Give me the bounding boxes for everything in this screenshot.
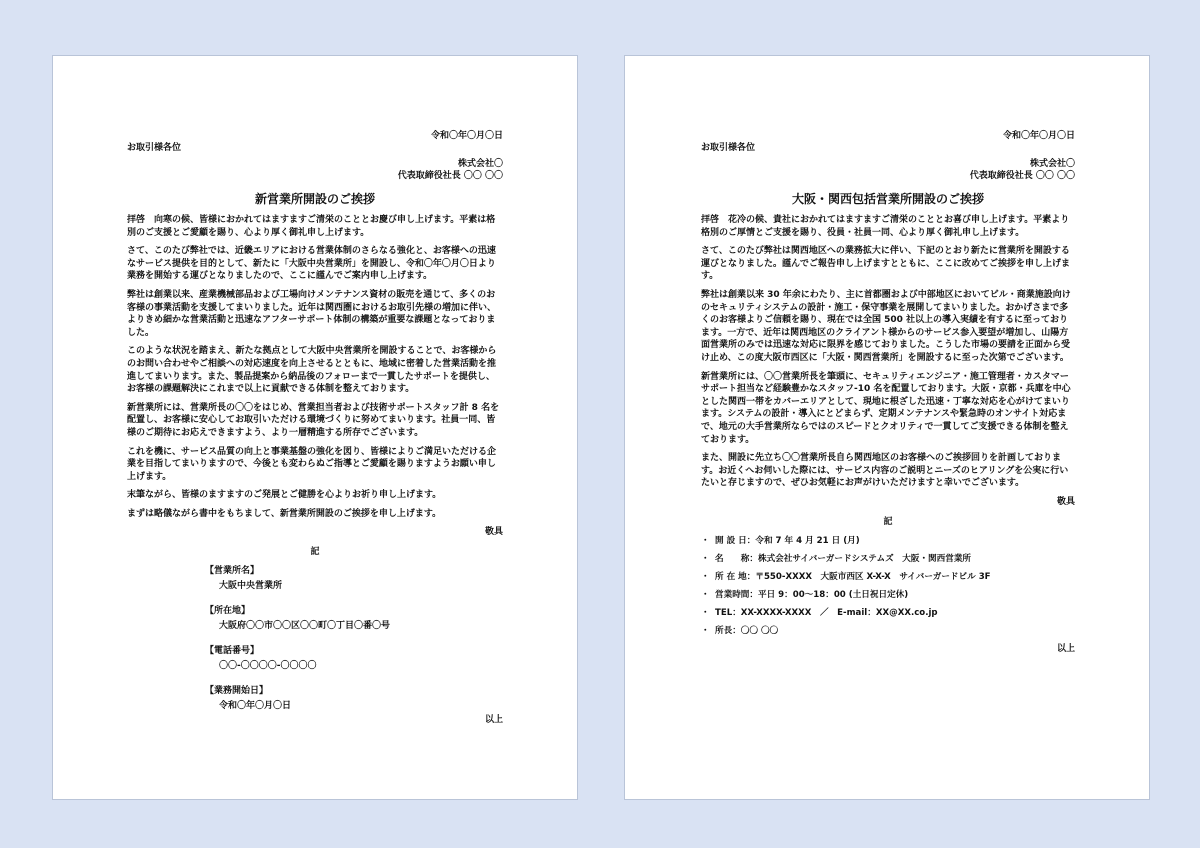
info-label: 【業務開始日】: [205, 686, 269, 697]
detail-item: ・ 所長：〇〇 〇〇: [701, 625, 779, 636]
representative: 代表取締役社長 〇〇 〇〇: [397, 171, 503, 181]
detail-item: ・ TEL：XX-XXXX-XXXX ／ E-mail：XX@XX.co.jp: [701, 607, 938, 618]
document-title: 大阪・関西包括営業所開設のご挨拶: [791, 192, 984, 206]
bullet: ・: [701, 535, 710, 546]
paragraph: 拝啓 花冷の候、貴社におかれてはますますご清栄のこととお喜び申し上げます。平素より格別のご厚情とご支援を賜り、役員・社員一同、心より厚く御礼申し上げます。: [701, 215, 1070, 238]
detail-item: ・ 営業時間：平日 9：00～18：00 (土日祝日定休): [701, 589, 909, 600]
company-name: 株式会社〇: [1029, 159, 1075, 169]
recipient: お取引様各位: [701, 143, 756, 153]
paragraph: さて、このたび弊社では、近畿エリアにおける営業体制のさらなる強化と、お客様への迅速なサービス提供を目的として、新たに「大阪中央営業所」を開設し、令和〇年〇月〇日より業務を開始する運びとなりましたので、ここに謹んでご案内申し上げます。: [127, 246, 496, 282]
closing-keigu: 敬具: [1056, 496, 1075, 507]
info-value: 大阪府〇〇市〇〇区〇〇町〇丁目〇番〇号: [219, 621, 391, 632]
detail-item: ・ 所 在 地：〒550-XXXX 大阪市西区 X-X-X サイバーガードビル 3F: [701, 571, 991, 582]
info-label: 【営業所名】: [205, 566, 260, 577]
paragraph: 拝啓 向寒の候、皆様におかれてはますますご清栄のこととお慶び申し上げます。平素は格別のご支援とご愛顧を賜り、心より厚く御礼申し上げます。: [127, 215, 496, 238]
bullet: ・: [701, 571, 710, 582]
document-date: 令和〇年〇月〇日: [1002, 131, 1075, 141]
paragraph: 新営業所には、営業所長の〇〇をはじめ、営業担当者および技術サポートスタッフ計 8 名を配置し、お客様に安心してお取引いただける環境づくりに努めてまいります。社員一同、皆様のご期待にお応えできますよう、より一層精進する所存でございます。: [127, 402, 500, 438]
paragraph: さて、このたび弊社は関西地区への業務拡大に伴い、下記のとおり新たに営業所を開設する運びとなりました。謹んでご報告申し上げますとともに、ここに改めてご挨拶を申し上げます。: [701, 246, 1071, 282]
closing-keigu: 敬具: [484, 527, 503, 538]
paragraph: 弊社は創業以来 30 年余にわたり、主に首都圏および中部地区においてビル・商業施設向けのセキュリティシステムの設計・施工・保守事業を展開してまいりました。おかげさまで多くのお客様よりご信頼を賜り、現在では全国 500 社以上の導入実績を有するに至っております。一方で、近年は関西地区のクライアント様からのサービス参入要望が増加し、山陽方面営業所のみでは迅速な対応に限界を感じておりました。こうした市場の要請を正面から受け止め、この度大阪市西区に「大阪・関西営業所」を開設するに至った次第でございます。: [701, 289, 1071, 363]
paragraph: また、開設に先立ち〇〇営業所長自ら関西地区のお客様へのご挨拶回りを計画しております。お近くへお伺いした際には、サービス内容のご説明とニーズのヒアリングを公実に行いたいと存じますので、ぜひお気軽にお声がけいただけますと幸いでございます。: [701, 453, 1069, 489]
detail-item: ・ 開 設 日：令和 7 年 4 月 21 日 (月): [701, 535, 860, 546]
info-value: 大阪中央営業所: [219, 581, 283, 592]
bullet: ・: [701, 553, 710, 564]
bullet: ・: [701, 589, 710, 600]
info-value: 〇〇-〇〇〇〇-〇〇〇〇: [219, 661, 317, 672]
document-page-left: [52, 55, 578, 800]
recipient: お取引様各位: [127, 143, 182, 153]
ending-ijou: 以上: [1056, 643, 1075, 654]
detail-item: ・ 名 称：株式会社サイバーガードシステムズ 大阪・関西営業所: [701, 553, 972, 564]
company-name: 株式会社〇: [457, 159, 503, 169]
bullet: ・: [701, 607, 710, 618]
paragraph: このような状況を踏まえ、新たな拠点として大阪中央営業所を開設することで、お客様からのお問い合わせやご相談への対応速度を向上させるとともに、地域に密着した営業活動を推進してまいります。また、製品提案から納品後のフォローまで一貫したサポートを提供し、お客様の課題解決にこれまで以上に貢献できる体制を整えております。: [127, 346, 497, 395]
paragraph: 新営業所には、〇〇営業所長を筆頭に、セキュリティエンジニア・施工管理者・カスタマーサポート担当など経験豊かなスタッフ-10 名を配置しております。大阪・京都・兵庫を中心とした関西一帯をカバーエリアとして、現地に根ざした迅速・丁寧な対応を心がけてまいります。システムの設計・導入にとどまらず、定期メンテナンスや緊急時のオンサイト対応まで、地元の大手営業所ならではのスピードとクオリティで一貫してご支援できる体制を整えております。: [701, 371, 1071, 445]
ki-heading: 記: [310, 547, 320, 558]
paragraph: 弊社は創業以来、産業機械部品および工場向けメンテナンス資材の販売を通じて、多くのお客様の事業活動を支援してまいりました。近年は関西圏におけるお取引先様の増加に伴い、よりきめ細かな営業活動と迅速なアフターサポート体制の構築が重要な課題となっておりました。: [127, 289, 497, 338]
paragraph: まずは略儀ながら書中をもちまして、新営業所開設のご挨拶を申し上げます。: [127, 508, 442, 519]
info-label: 【所在地】: [205, 606, 251, 617]
ending-ijou: 以上: [484, 715, 503, 726]
bullet: ・: [701, 625, 710, 636]
info-label: 【電話番号】: [205, 646, 260, 657]
office-info: [205, 565, 503, 712]
paragraph: 末筆ながら、皆様のますますのご発展とご健勝を心よりお祈り申し上げます。: [127, 490, 442, 501]
paragraph: これを機に、サービス品質の向上と事業基盤の強化を図り、皆様によりご満足いただける企業を目指してまいりますので、今後とも変わらぬご指導とご愛顧を賜りますようお願い申し上げます。: [127, 446, 497, 482]
ki-heading: 記: [883, 516, 893, 527]
representative: 代表取締役社長 〇〇 〇〇: [969, 171, 1075, 181]
office-details: [701, 535, 1075, 637]
info-value: 令和〇年〇月〇日: [219, 701, 292, 712]
document-page-right: [624, 55, 1150, 800]
document-date: 令和〇年〇月〇日: [430, 131, 503, 141]
document-title: 新営業所開設のご挨拶: [254, 192, 375, 206]
